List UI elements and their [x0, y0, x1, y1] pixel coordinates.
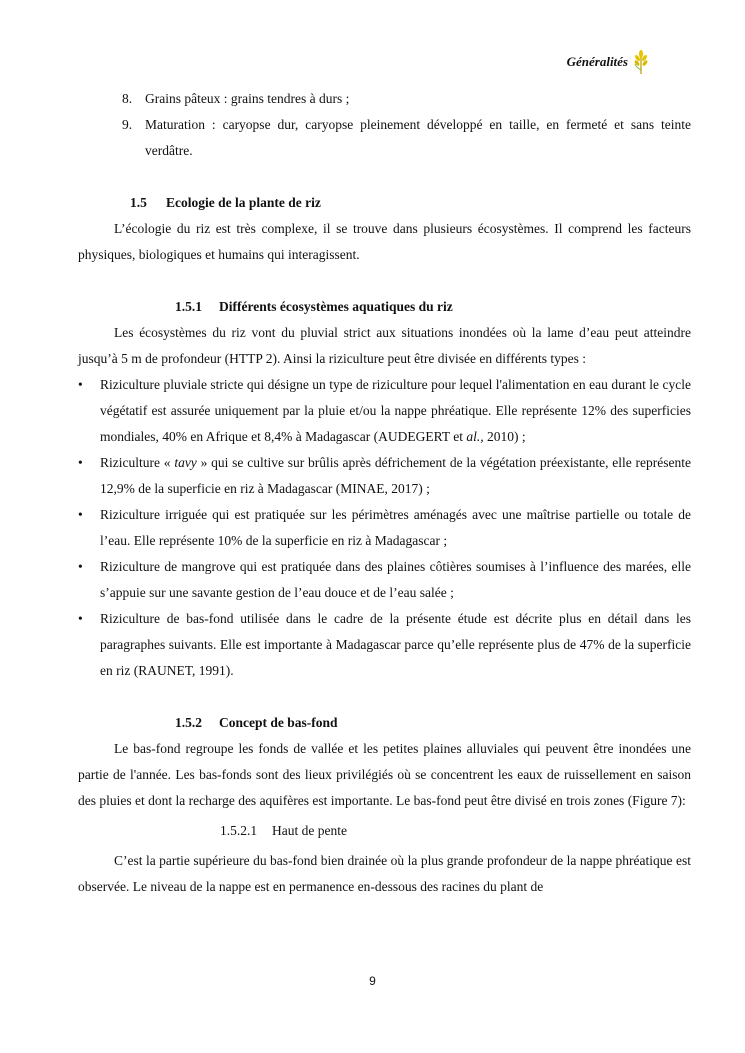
rice-plant-icon: [633, 50, 649, 74]
bullet-item: [78, 502, 691, 554]
bullet-item: [78, 606, 691, 684]
bullet-item: [78, 554, 691, 606]
bullet-text: 2010) ;: [483, 429, 526, 444]
bullet-text: » qui se cultive sur brûlis après défrichement de la végétation préexistante, elle représente 12,9% de la superficie en riz à Madagascar (MINAE, 2017) ;: [100, 455, 692, 496]
list-item: [78, 86, 691, 112]
section-title: Différents écosystèmes aquatiques du riz: [219, 299, 453, 314]
section-title: Haut de pente: [272, 823, 347, 838]
running-header: [567, 50, 649, 74]
section-title: Concept de bas-fond: [219, 715, 338, 730]
list-item: [78, 112, 691, 164]
paragraph: Le bas-fond regroupe les fonds de vallée et les petites plaines alluviales qui peuvent être inondées une partie de l'année. Les bas-fonds sont des lieux privilégiés où se concentrent les eaux de ruissellement en saison des pluies et dont la recharge des aquifères est importante. Le bas-fond peut être divisé en trois zones (Figure 7):: [78, 741, 691, 808]
bullet-text: Riziculture de bas-fond utilisée dans le cadre de la présente étude est décrite plus en détail dans les paragraphes suivants. Elle est importante à Madagascar parce qu’elle représente plus de 47% de la superficie en riz (RAUNET, 1991).: [100, 611, 691, 678]
section-number: 1.5: [130, 195, 147, 210]
bullet-list: [78, 372, 691, 684]
bullet-item: [78, 372, 691, 450]
page-body: [78, 86, 691, 900]
list-number: 8.: [122, 91, 133, 106]
header-title: Généralités: [566, 54, 628, 69]
numbered-list: [78, 86, 691, 164]
list-number: 9.: [122, 117, 133, 132]
section-heading-1-5-2-1: [78, 818, 691, 844]
section-heading-1-5-2: [78, 710, 691, 736]
page-number: 9: [369, 974, 376, 988]
bullet-item: [78, 450, 691, 502]
paragraph: C’est la partie supérieure du bas-fond bien drainée où la plus grande profondeur de la nappe phréatique est observée. Le niveau de la nappe est en permanence en-dessous des racines du plant de: [78, 853, 691, 894]
bullet-text: Riziculture irriguée qui est pratiquée sur les périmètres aménagés avec une maîtrise partielle ou totale de l’eau. Elle représente 10% de la superficie en riz à Madagascar ;: [100, 507, 691, 548]
bullet-italic: tavy: [174, 455, 197, 470]
list-item-text: Grains pâteux : grains tendres à durs ;: [145, 91, 350, 106]
section-heading-1-5-1: [78, 294, 691, 320]
bullet-italic: al.,: [466, 429, 484, 444]
paragraph: Les écosystèmes du riz vont du pluvial strict aux situations inondées où la lame d’eau peut atteindre jusqu’à 5 m de profondeur (HTTP 2). Ainsi la riziculture peut être divisée en différents types :: [78, 325, 691, 366]
section-heading-1-5: [78, 190, 691, 216]
section-number: 1.5.2.1: [220, 823, 258, 838]
paragraph: L’écologie du riz est très complexe, il se trouve dans plusieurs écosystèmes. Il comprend les facteurs physiques, biologiques et humains qui interagissent.: [78, 221, 691, 262]
list-item-text: Maturation : caryopse dur, caryopse pleinement développé en taille, en fermeté et sans teinte verdâtre.: [145, 117, 691, 158]
section-title: Ecologie de la plante de riz: [166, 195, 321, 210]
bullet-text: Riziculture de mangrove qui est pratiquée dans des plaines côtières soumises à l’influence des marées, elle s’appuie sur une savante gestion de l’eau douce et de l’eau salée ;: [100, 559, 691, 600]
section-number: 1.5.1: [175, 299, 202, 314]
bullet-text: Riziculture «: [100, 455, 175, 470]
section-number: 1.5.2: [175, 715, 202, 730]
bullet-text: Riziculture pluviale stricte qui désigne un type de riziculture pour lequel l'alimentation en eau durant le cycle végétatif est assurée uniquement par la pluie et/ou la nappe phréatique. Elle représente 12% des superficies mondiales, 40% en Afrique et 8,4% à Madagascar (AUDEGERT et: [100, 377, 691, 444]
